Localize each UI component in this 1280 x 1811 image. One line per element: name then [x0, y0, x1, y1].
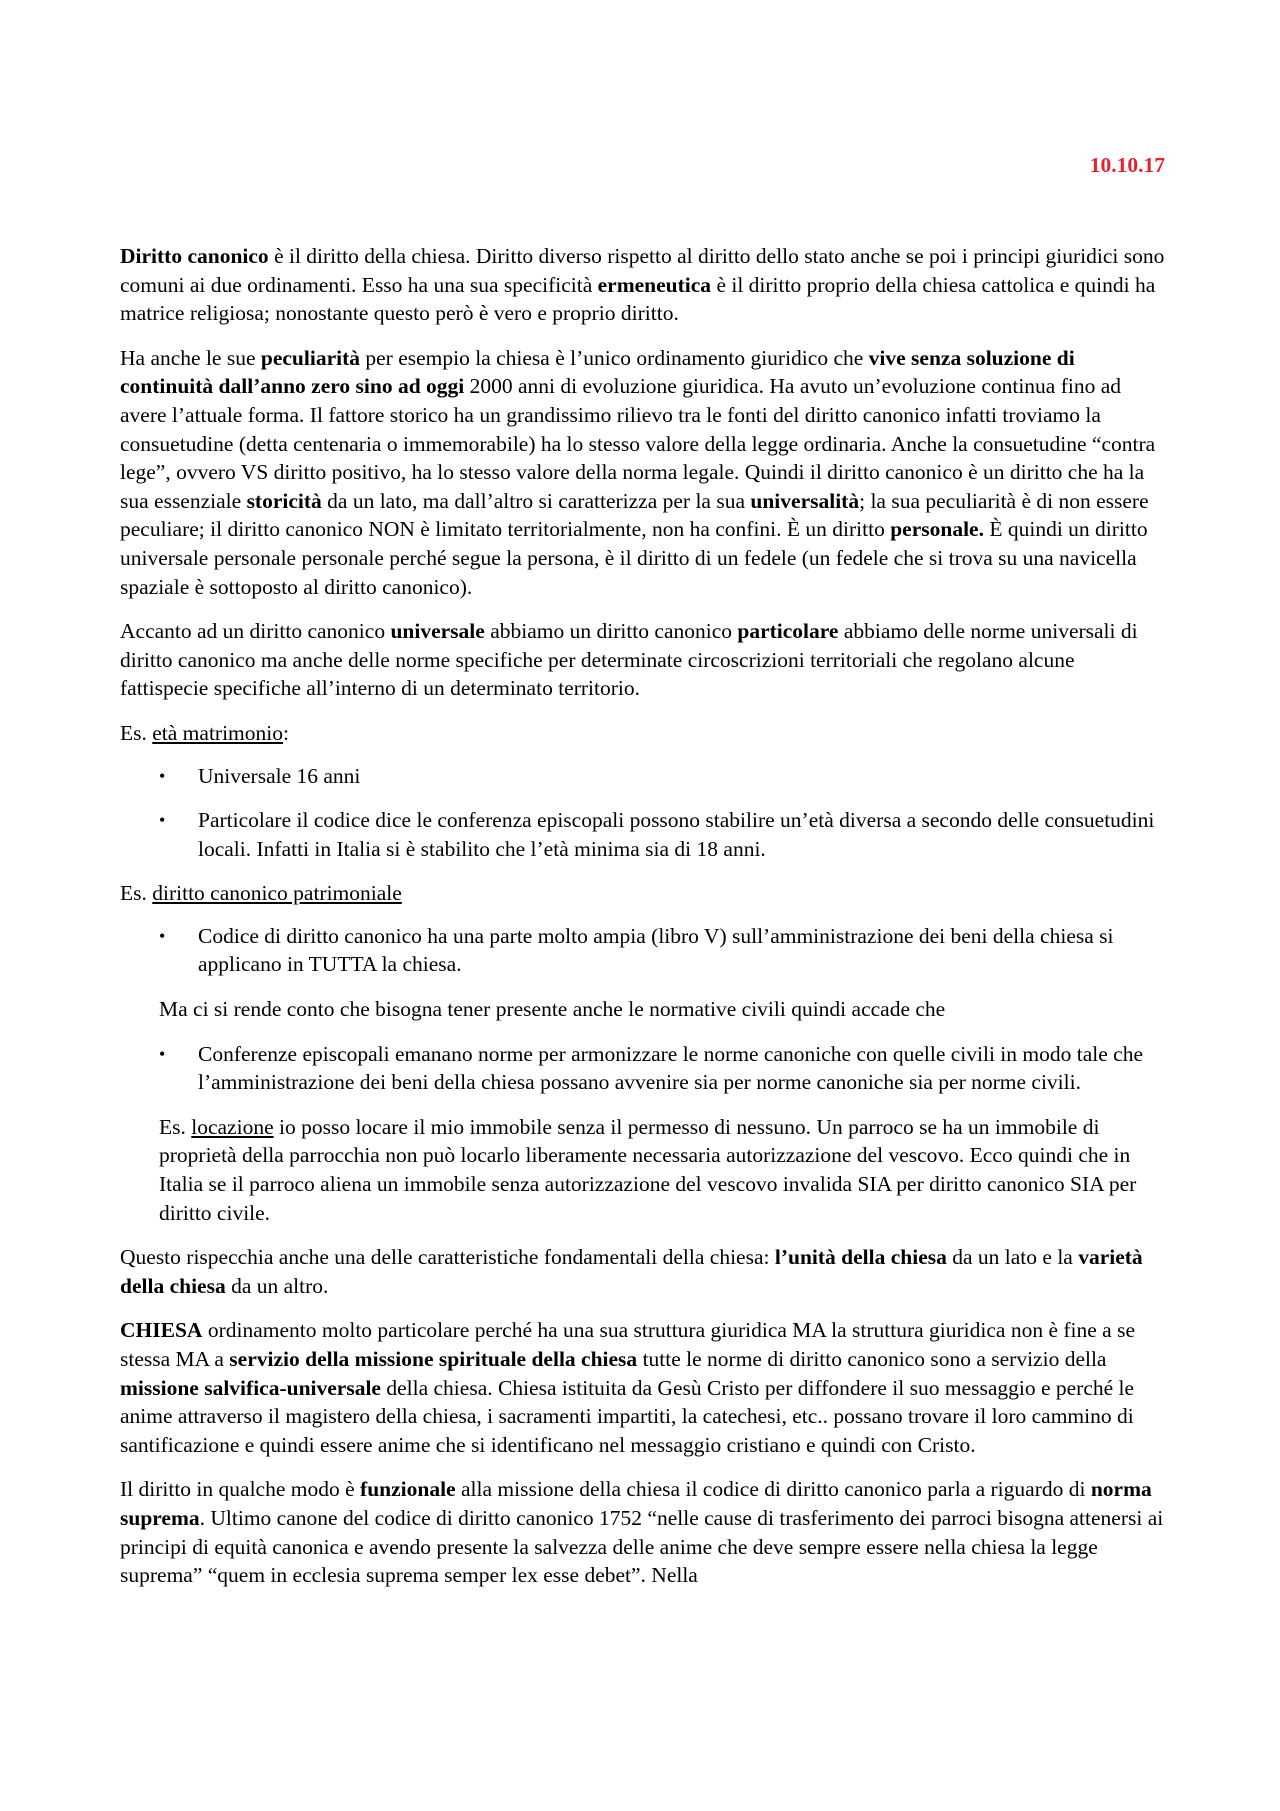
bold-term: personale.	[890, 517, 984, 542]
bullet-list-episcopal	[120, 1040, 1165, 1097]
list-item: • Universale 16 anni	[120, 762, 1165, 791]
paragraph-universal-particular: Accanto ad un diritto canonico universale abbiamo un diritto canonico particolare abbiamo delle norme universali di diritto canonico ma anche delle norme specifiche per determinate circoscrizioni territoriali che regolano alcune fattispecie specifiche all’interno di un determinato territorio.	[120, 619, 1138, 701]
bold-term: particolare	[737, 619, 839, 644]
underlined-term: diritto canonico patrimoniale	[152, 881, 402, 906]
bold-term: storicità	[246, 488, 322, 513]
underlined-term: età matrimonio	[152, 720, 284, 745]
bullet-list-marriage-age	[120, 762, 1165, 864]
bold-term: l’unità della chiesa	[774, 1245, 947, 1270]
bold-term: funzionale	[360, 1477, 456, 1502]
paragraph-civil-norms: Ma ci si rende conto che bisogna tener presente anche le normative civili quindi accade che	[159, 997, 946, 1022]
bullet-icon: •	[159, 925, 166, 946]
bullet-list-patrimonial	[120, 922, 1165, 979]
bold-term: servizio della missione spirituale della chiesa	[229, 1347, 638, 1371]
bold-term: Diritto canonico	[120, 244, 269, 268]
example-heading-marriage-age: Es. età matrimonio:	[120, 720, 289, 745]
bullet-icon: •	[159, 1043, 166, 1064]
example-lease: Es. locazione io posso locare il mio immobile senza il permesso di nessuno. Un parroco se ha un immobile di proprietà della parrocchia non può locarlo liberamente necessaria autorizzazione del vescovo. Ecco quindi che in Italia se il parroco aliena un immobile senza autorizzazione del vescovo invalida SIA per diritto canonico SIA per diritto civile.	[159, 1114, 1137, 1225]
bold-term: missione salvifica-universale	[120, 1375, 381, 1400]
bullet-icon: •	[159, 810, 166, 831]
bold-term: CHIESA	[120, 1318, 203, 1343]
bold-term: universale	[390, 619, 485, 644]
paragraph-chiesa: CHIESA ordinamento molto particolare perché ha una sua struttura giuridica MA la struttura giuridica non è fine a se stessa MA a servizio della missione spirituale della chiesa tutte le norme di diritto canonico sono a servizio della missione salvifica-universale della chiesa. Chiesa istituita da Gesù Cristo per diffondere il suo messaggio e perché le anime attraverso il magistero della chiesa, i sacramenti impartiti, la catechesi, etc.. possano trovare il loro cammino di santificazione e quindi essere anime che si identificano nel messaggio cristiano e quindi con Cristo.	[120, 1318, 1136, 1457]
bold-term: ermeneutica	[597, 272, 712, 297]
list-item: • Codice di diritto canonico ha una parte molto ampia (libro V) sull’amministrazione dei beni della chiesa si applicano in TUTTA la chiesa.	[159, 923, 1114, 977]
bold-term: varietà della chiesa	[120, 1245, 1143, 1298]
example-heading-patrimonial: Es. diritto canonico patrimoniale	[120, 881, 402, 906]
underlined-term: locazione	[191, 1114, 274, 1139]
date-header: 10.10.17	[1089, 153, 1165, 177]
bold-term: vive senza soluzione di continuità dall’anno zero sino ad oggi	[120, 345, 1075, 399]
document-body	[120, 242, 1165, 1606]
bold-term: peculiarità	[260, 345, 360, 370]
paragraph-definition: Diritto canonico è il diritto della chiesa. Diritto diverso rispetto al diritto dello stato anche se poi i principi giuridici sono comuni ai due ordinamenti. Esso ha una sua specificità ermeneutica è il diritto proprio della chiesa cattolica e quindi ha matrice religiosa; nonostante questo però è vero e proprio diritto.	[120, 244, 1165, 326]
paragraph-unity-variety: Questo rispecchia anche una delle caratteristiche fondamentali della chiesa: l’unità della chiesa da un lato e la varietà della chiesa da un altro.	[120, 1245, 1143, 1298]
bullet-icon: •	[159, 765, 166, 786]
paragraph-peculiarities: Ha anche le sue peculiarità per esempio la chiesa è l’unico ordinamento giuridico che vive senza soluzione di continuità dall’anno zero sino ad oggi 2000 anni di evoluzione giuridica. Ha avuto un’evoluzione continua fino ad avere l’attuale forma. Il fattore storico ha un grandissimo rilievo tra le fonti del diritto canonico infatti troviamo la consuetudine (detta centenaria o immemorabile) ha lo stesso valore della legge ordinaria. Anche la consuetudine “contra lege”, ovvero VS diritto positivo, ha lo stesso valore della norma legale. Quindi il diritto canonico è un diritto che ha la sua essenziale storicità da un lato, ma dall’altro si caratterizza per la sua universalità; la sua peculiarità è di non essere peculiare; il diritto canonico NON è limitato territorialmente, non ha confini. È un diritto personale. È quindi un diritto universale personale personale perché segue la persona, è il diritto di un fedele (un fedele che si trova su una navicella spaziale è sottoposto al diritto canonico).	[120, 345, 1156, 599]
list-item: • Particolare il codice dice le conferenza episcopali possono stabilire un’età diversa a secondo delle consuetudini locali. Infatti in Italia si è stabilito che l’età minima sia di 18 anni.	[159, 808, 1155, 861]
paragraph-functional: Il diritto in qualche modo è funzionale alla missione della chiesa il codice di diritto canonico parla a riguardo di norma suprema. Ultimo canone del codice di diritto canonico 1752 “nelle cause di trasferimento dei parroci bisogna attenersi ai principi di equità canonica e avendo presente la salvezza delle anime che deve sempre essere nella chiesa la legge suprema” “quem in ecclesia suprema semper lex esse debet”. Nella	[120, 1477, 1164, 1588]
list-item: • Conferenze episcopali emanano norme per armonizzare le norme canoniche con quelle civili in modo tale che l’amministrazione dei beni della chiesa possano avvenire sia per norme canoniche sia per norme civili.	[159, 1041, 1143, 1095]
bold-term: norma suprema	[120, 1477, 1152, 1530]
bold-term: universalità	[750, 488, 860, 513]
